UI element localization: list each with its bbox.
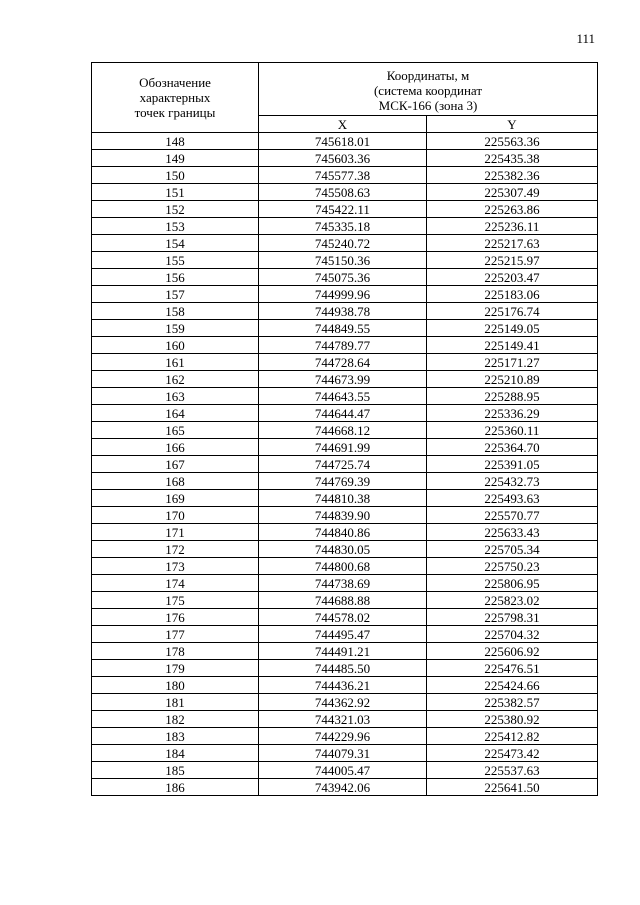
cell-point: 160 [92, 337, 259, 354]
cell-point: 186 [92, 779, 259, 796]
cell-point: 168 [92, 473, 259, 490]
table-row [92, 643, 598, 660]
cell-y: 225171.27 [427, 354, 598, 371]
cell-point: 172 [92, 541, 259, 558]
cell-point: 173 [92, 558, 259, 575]
cell-x: 744738.69 [259, 575, 427, 592]
cell-x: 745603.36 [259, 150, 427, 167]
table-row [92, 609, 598, 626]
table-row [92, 626, 598, 643]
cell-x: 744643.55 [259, 388, 427, 405]
table-row [92, 201, 598, 218]
cell-x: 744229.96 [259, 728, 427, 745]
table-row [92, 541, 598, 558]
cell-point: 163 [92, 388, 259, 405]
cell-x: 744491.21 [259, 643, 427, 660]
cell-point: 180 [92, 677, 259, 694]
cell-point: 166 [92, 439, 259, 456]
cell-point: 164 [92, 405, 259, 422]
cell-point: 162 [92, 371, 259, 388]
table-row [92, 660, 598, 677]
table-row [92, 575, 598, 592]
cell-y: 225476.51 [427, 660, 598, 677]
table-row [92, 235, 598, 252]
header-coords-line: МСК-166 (зона 3) [378, 97, 478, 113]
cell-y: 225203.47 [427, 269, 598, 286]
cell-x: 744840.86 [259, 524, 427, 541]
cell-point: 157 [92, 286, 259, 303]
table-row [92, 388, 598, 405]
cell-x: 745150.36 [259, 252, 427, 269]
cell-point: 149 [92, 150, 259, 167]
cell-x: 744495.47 [259, 626, 427, 643]
cell-y: 225382.36 [427, 167, 598, 184]
cell-y: 225364.70 [427, 439, 598, 456]
cell-x: 744725.74 [259, 456, 427, 473]
table-row [92, 762, 598, 779]
coordinates-table [91, 62, 598, 796]
cell-y: 225641.50 [427, 779, 598, 796]
cell-x: 745240.72 [259, 235, 427, 252]
cell-y: 225798.31 [427, 609, 598, 626]
cell-y: 225633.43 [427, 524, 598, 541]
header-coords-line: Координаты, м [386, 67, 470, 83]
table-row [92, 456, 598, 473]
page-number: 111 [576, 31, 595, 46]
cell-x: 744999.96 [259, 286, 427, 303]
cell-point: 185 [92, 762, 259, 779]
table-row [92, 745, 598, 762]
cell-x: 745577.38 [259, 167, 427, 184]
cell-x: 744839.90 [259, 507, 427, 524]
cell-x: 744938.78 [259, 303, 427, 320]
cell-x: 744728.64 [259, 354, 427, 371]
cell-y: 225288.95 [427, 388, 598, 405]
table-row [92, 524, 598, 541]
table-row [92, 592, 598, 609]
header-point-line: Обозначение [139, 75, 211, 90]
cell-x: 744005.47 [259, 762, 427, 779]
cell-y: 225424.66 [427, 677, 598, 694]
table-row [92, 354, 598, 371]
cell-y: 225493.63 [427, 490, 598, 507]
cell-y: 225176.74 [427, 303, 598, 320]
cell-y: 225537.63 [427, 762, 598, 779]
cell-x: 745618.01 [259, 133, 427, 150]
cell-point: 161 [92, 354, 259, 371]
cell-y: 225360.11 [427, 422, 598, 439]
table-body [92, 133, 598, 796]
cell-x: 744800.68 [259, 558, 427, 575]
cell-x: 744691.99 [259, 439, 427, 456]
table-row [92, 167, 598, 184]
cell-y: 225382.57 [427, 694, 598, 711]
table-header [92, 63, 598, 133]
cell-y: 225570.77 [427, 507, 598, 524]
cell-y: 225705.34 [427, 541, 598, 558]
header-point-designation [92, 63, 259, 133]
table-row [92, 677, 598, 694]
table-row [92, 337, 598, 354]
header-point-line: точек границы [134, 105, 216, 120]
cell-y: 225563.36 [427, 133, 598, 150]
cell-point: 169 [92, 490, 259, 507]
cell-y: 225412.82 [427, 728, 598, 745]
cell-x: 744849.55 [259, 320, 427, 337]
table-row [92, 184, 598, 201]
cell-y: 225432.73 [427, 473, 598, 490]
cell-x: 744362.92 [259, 694, 427, 711]
cell-x: 744436.21 [259, 677, 427, 694]
cell-x: 744321.03 [259, 711, 427, 728]
table-row [92, 269, 598, 286]
cell-point: 156 [92, 269, 259, 286]
header-x: X [259, 116, 427, 133]
table-row [92, 473, 598, 490]
cell-point: 178 [92, 643, 259, 660]
cell-y: 225307.49 [427, 184, 598, 201]
cell-y: 225210.89 [427, 371, 598, 388]
cell-point: 151 [92, 184, 259, 201]
table-row [92, 303, 598, 320]
table-row [92, 252, 598, 269]
cell-y: 225380.92 [427, 711, 598, 728]
table-row [92, 405, 598, 422]
table-row [92, 490, 598, 507]
cell-point: 153 [92, 218, 259, 235]
cell-point: 184 [92, 745, 259, 762]
table-row [92, 728, 598, 745]
cell-y: 225823.02 [427, 592, 598, 609]
table-row [92, 286, 598, 303]
table-row [92, 507, 598, 524]
cell-y: 225750.23 [427, 558, 598, 575]
cell-x: 744769.39 [259, 473, 427, 490]
cell-y: 225435.38 [427, 150, 598, 167]
cell-y: 225391.05 [427, 456, 598, 473]
cell-x: 743942.06 [259, 779, 427, 796]
cell-y: 225704.32 [427, 626, 598, 643]
table-row [92, 422, 598, 439]
table-row [92, 133, 598, 150]
cell-point: 150 [92, 167, 259, 184]
cell-point: 170 [92, 507, 259, 524]
cell-y: 225336.29 [427, 405, 598, 422]
cell-y: 225215.97 [427, 252, 598, 269]
cell-x: 744688.88 [259, 592, 427, 609]
cell-x: 744485.50 [259, 660, 427, 677]
header-coordinates [259, 63, 598, 116]
cell-y: 225217.63 [427, 235, 598, 252]
cell-y: 225236.11 [427, 218, 598, 235]
cell-y: 225183.06 [427, 286, 598, 303]
cell-point: 155 [92, 252, 259, 269]
table-row [92, 779, 598, 796]
table-row [92, 371, 598, 388]
header-y: Y [427, 116, 598, 133]
cell-point: 158 [92, 303, 259, 320]
cell-y: 225806.95 [427, 575, 598, 592]
cell-point: 175 [92, 592, 259, 609]
cell-x: 744673.99 [259, 371, 427, 388]
cell-x: 745335.18 [259, 218, 427, 235]
cell-x: 745508.63 [259, 184, 427, 201]
cell-point: 176 [92, 609, 259, 626]
cell-y: 225473.42 [427, 745, 598, 762]
table-row [92, 439, 598, 456]
cell-point: 159 [92, 320, 259, 337]
table-row [92, 558, 598, 575]
cell-x: 745422.11 [259, 201, 427, 218]
header-point-line: характерных [139, 90, 211, 105]
cell-x: 744578.02 [259, 609, 427, 626]
cell-point: 167 [92, 456, 259, 473]
cell-x: 744810.38 [259, 490, 427, 507]
cell-point: 174 [92, 575, 259, 592]
cell-x: 744668.12 [259, 422, 427, 439]
cell-point: 183 [92, 728, 259, 745]
cell-y: 225263.86 [427, 201, 598, 218]
table-row [92, 711, 598, 728]
cell-y: 225149.05 [427, 320, 598, 337]
table-row [92, 320, 598, 337]
table-row [92, 150, 598, 167]
cell-x: 744789.77 [259, 337, 427, 354]
table-row [92, 218, 598, 235]
cell-x: 744079.31 [259, 745, 427, 762]
cell-point: 154 [92, 235, 259, 252]
cell-point: 181 [92, 694, 259, 711]
cell-x: 745075.36 [259, 269, 427, 286]
header-coords-line: (система координат [373, 82, 483, 98]
cell-point: 177 [92, 626, 259, 643]
cell-x: 744830.05 [259, 541, 427, 558]
cell-y: 225149.41 [427, 337, 598, 354]
cell-point: 182 [92, 711, 259, 728]
cell-y: 225606.92 [427, 643, 598, 660]
cell-point: 165 [92, 422, 259, 439]
table-row [92, 694, 598, 711]
cell-point: 152 [92, 201, 259, 218]
cell-point: 171 [92, 524, 259, 541]
cell-point: 148 [92, 133, 259, 150]
cell-x: 744644.47 [259, 405, 427, 422]
cell-point: 179 [92, 660, 259, 677]
